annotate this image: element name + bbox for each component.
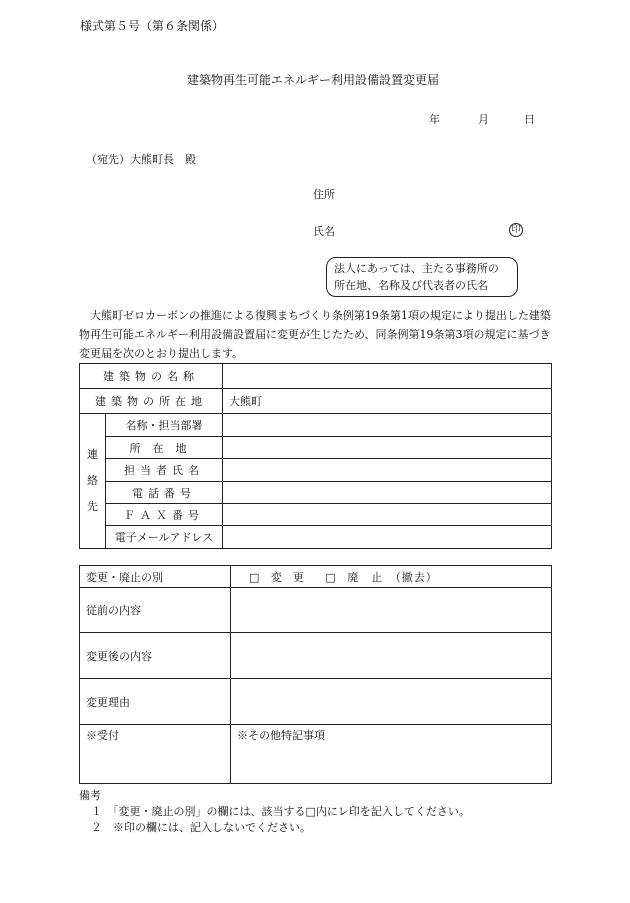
change-type-label: 変更・廃止の別 — [80, 566, 231, 588]
addressee: （宛先）大熊町長 殿 — [86, 153, 196, 166]
corp-note-line2: 所在地、名称及び代表者の氏名 — [334, 279, 488, 292]
name-label: 氏名 — [313, 225, 335, 238]
before-content-label: 従前の内容 — [80, 588, 231, 633]
contact-person-field[interactable] — [223, 459, 552, 482]
after-content-label: 変更後の内容 — [80, 633, 231, 679]
contact-location-field[interactable] — [223, 437, 552, 459]
building-info-table — [79, 363, 552, 549]
date-day: 日 — [524, 113, 535, 126]
contact-phone-label: 電話番号 — [106, 482, 223, 504]
contact-fax-label: ＦＡＸ番号 — [106, 504, 223, 526]
contact-org-field[interactable] — [223, 414, 552, 437]
address-label: 住所 — [313, 188, 335, 201]
building-location-label: 建築物の所在地 — [80, 389, 223, 414]
building-name-field[interactable] — [223, 364, 552, 389]
receipt-label: ※受付 — [80, 725, 231, 784]
intro-paragraph: 大熊町ゼロカーボンの推進による復興まちづくり条例第19条第1項の規定により提出した建築物再生可能エネルギー利用設備設置届に変更が生じたため、同条例第19条第3項の規定に基づき変更届を次のとおり提出します。 — [79, 309, 551, 360]
contact-email-label: 電子メールアドレス — [106, 526, 223, 549]
document-title: 建築物再生可能エネルギー利用設備設置変更届 — [187, 73, 440, 87]
other-notes-label: ※その他特記事項 — [231, 725, 552, 784]
contact-person-label: 担当者氏名 — [106, 459, 223, 482]
seal-icon: 印 — [509, 223, 523, 237]
change-reason-label: 変更理由 — [80, 679, 231, 725]
change-reason-field[interactable] — [231, 679, 552, 725]
date-year: 年 — [429, 113, 440, 126]
date-month: 月 — [478, 113, 489, 126]
change-type-options — [231, 566, 552, 588]
building-name-label: 建築物の名称 — [80, 364, 223, 389]
before-content-field[interactable] — [231, 588, 552, 633]
remarks-item-1: １ 「変更・廃止の別」の欄には、該当する□内にレ印を記入してください。 — [91, 805, 470, 818]
change-info-table — [79, 565, 552, 784]
corp-note-line1: 法人にあっては、主たる事務所の — [334, 262, 499, 275]
contact-org-label: 名称・担当部署 — [106, 414, 223, 437]
change-checkbox[interactable]: □ — [249, 570, 260, 584]
contact-phone-field[interactable] — [223, 482, 552, 504]
abolish-checkbox[interactable]: □ — [325, 570, 336, 584]
abolish-option-label: 廃 止 （撤去） — [347, 570, 438, 584]
contact-location-label: 所在地 — [106, 437, 223, 459]
building-location-field[interactable]: 大熊町 — [223, 389, 552, 414]
contact-email-field[interactable] — [223, 526, 552, 549]
change-option-label: 変 更 — [270, 570, 304, 584]
form-number: 様式第５号（第６条関係） — [80, 19, 225, 33]
contact-label: 連絡先 — [80, 414, 106, 549]
remarks-title: 備考 — [79, 789, 101, 802]
contact-fax-field[interactable] — [223, 504, 552, 526]
after-content-field[interactable] — [231, 633, 552, 679]
remarks-item-2: ２ ※印の欄には、記入しないでください。 — [91, 821, 311, 834]
